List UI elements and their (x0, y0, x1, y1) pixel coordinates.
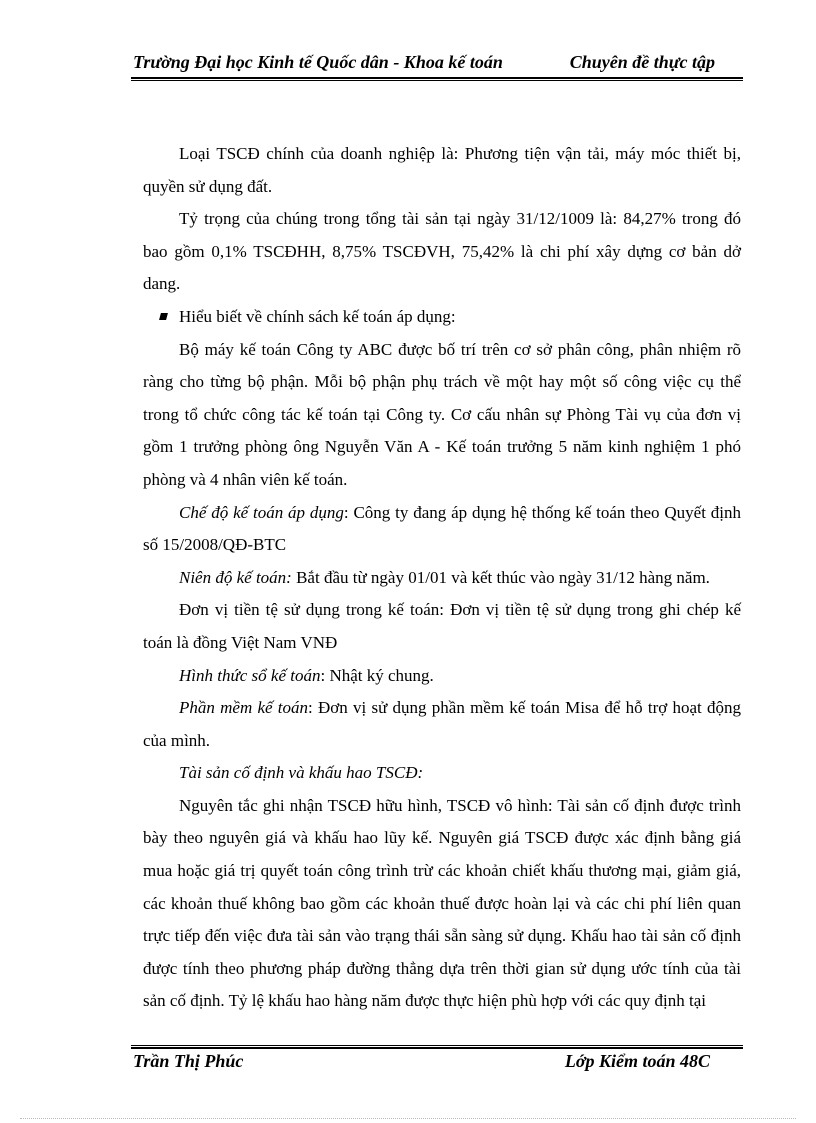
paragraph-asset-types: Loại TSCĐ chính của doanh nghiệp là: Phương tiện vận tải, máy móc thiết bị, quyền sử dụng đất. (143, 144, 741, 196)
footer-divider (131, 1045, 743, 1049)
heading-fixed-assets: Tài sản cố định và khấu hao TSCĐ: (179, 763, 424, 783)
footer-class: Lớp Kiểm toán 48C (564, 1051, 710, 1071)
page-footer (131, 1051, 743, 1075)
paragraph-accounting-org: Bộ máy kế toán Công ty ABC được bố trí trên cơ sở phân công, phân nhiệm rõ ràng cho từng bộ phận. Mỗi bộ phận phụ trách về một hay một số công việc cụ thể trong tổ chức công tác kế toán tại Công ty. Cơ cấu nhân sự Phòng Tài vụ của đơn vị gồm 1 trưởng phòng ông Nguyễn Văn A - Kế toán trưởng 5 năm kinh nghiệm 1 phó phòng và 4 nhân viên kế toán. (143, 339, 741, 489)
text-accounting-regime: : Công ty đang áp dụng hệ thống kế toán theo Quyết định số 15/2008/QĐ-BTC (143, 502, 741, 555)
label-accounting-regime: Chế độ kế toán áp dụng (179, 502, 344, 522)
text-ledger-form: : Nhật ký chung. (320, 665, 434, 685)
paragraph-ledger-form (143, 660, 741, 693)
paragraph-software (143, 692, 741, 757)
bullet-square-icon (159, 313, 168, 320)
label-fiscal-year: Niên độ kế toán: (179, 567, 292, 587)
bullet-text: Hiểu biết về chính sách kế toán áp dụng: (179, 306, 456, 326)
paragraph-currency: Đơn vị tiền tệ sử dụng trong kế toán: Đơn vị tiền tệ sử dụng trong ghi chép kế toán là đồng Việt Nam VNĐ (143, 600, 741, 652)
paragraph-fiscal-year (143, 562, 741, 595)
label-software: Phần mềm kế toán (179, 698, 309, 718)
page-bottom-edge (20, 1118, 796, 1119)
label-ledger-form: Hình thức sổ kế toán (179, 665, 321, 685)
document-body (143, 138, 741, 1018)
footer-author: Trần Thị Phúc (133, 1051, 244, 1071)
bullet-accounting-policy (143, 301, 741, 334)
header-document-type: Chuyên đề thực tập (569, 52, 715, 72)
page-header (131, 50, 743, 76)
paragraph-asset-ratio: Tỷ trọng của chúng trong tổng tài sản tại ngày 31/12/1009 là: 84,27% trong đó bao gồm 0,1% TSCĐHH, 8,75% TSCĐVH, 75,42% là chi phí xây dựng cơ bản dở dang. (143, 209, 741, 294)
paragraph-fixed-assets-policy: Nguyên tắc ghi nhận TSCĐ hữu hình, TSCĐ vô hình: Tài sản cố định được trình bày theo nguyên giá và khấu hao lũy kế. Nguyên giá TSCĐ được xác định bằng giá mua hoặc giá trị quyết toán công trình trừ các khoản chiết khấu thương mại, giảm giá, các khoản thuế không bao gồm các khoản thuế được hoàn lại và các chi phí liên quan trực tiếp đến việc đưa tài sản vào trạng thái sẵn sàng sử dụng. Khấu hao tài sản cố định được tính theo phương pháp đường thẳng dựa trên thời gian sử dụng ước tính của tài sản cố định. Tỷ lệ khấu hao hàng năm được thực hiện phù hợp với các quy định tại (143, 795, 741, 1011)
text-fiscal-year: Bắt đầu từ ngày 01/01 và kết thúc vào ngày 31/12 hàng năm. (291, 567, 710, 587)
header-school: Trường Đại học Kinh tế Quốc dân - Khoa kế toán (133, 52, 503, 72)
text-software: : Đơn vị sử dụng phần mềm kế toán Misa để hỗ trợ hoạt động của mình. (143, 698, 741, 750)
paragraph-accounting-regime (143, 497, 741, 562)
header-divider (131, 77, 743, 81)
